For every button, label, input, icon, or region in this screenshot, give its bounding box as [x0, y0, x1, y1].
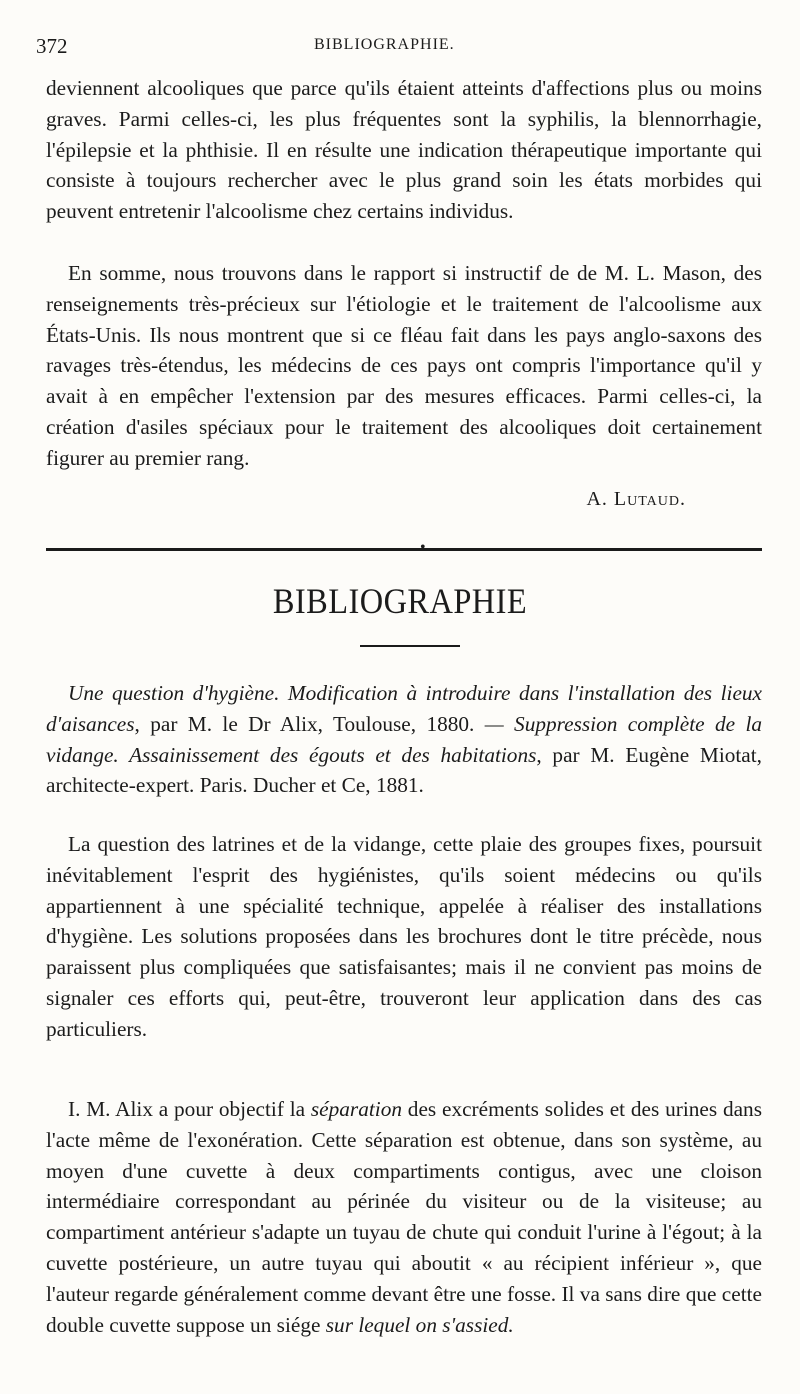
- reference-work-1-author: , par M. le Dr Alix, Toulouse, 1880.: [134, 711, 475, 736]
- paragraph-4-middle: des excréments solides et des urines dans l'acte même de l'exonération. Cette séparation est obtenue, dans son système, au moyen d'une cuvette à deux compartiments contigus, avec une cloison intermédiaire correspondant au périnée du visiteur ou de la visiteuse; au compartiment antérieur s'adapte un tuyau de chute qui conduit l'urine à l'égout; à la cuvette postérieure, un autre tuyau qui aboutit « au récipient inférieur », que l'auteur regarde généralement comme devant être une fosse. Il va sans dire que cette double cuvette suppose un siége: [46, 1097, 762, 1337]
- paragraph-2: [46, 258, 762, 474]
- reference-work-1-title: Une question d'hygiène. Modification à introduire dans l'installation des lieux d'aisances: [46, 681, 762, 736]
- paragraph-1: [46, 73, 762, 227]
- paragraph-3: [46, 829, 762, 1045]
- paragraph-4: [46, 1094, 762, 1340]
- section-divider: [46, 548, 762, 551]
- paragraph-4-emphasis: séparation: [310, 1097, 402, 1121]
- reference-work-2-title: — Suppression complète de la vidange. Assainissement des égouts et des habitations: [46, 711, 763, 767]
- page-number: 372: [36, 34, 68, 58]
- section-title: BIBLIOGRAPHIE: [272, 581, 528, 621]
- bibliographic-reference: [46, 678, 762, 801]
- paragraph-4-end-emphasis: sur lequel on s'assied.: [325, 1312, 514, 1337]
- page-header: [36, 34, 764, 60]
- paragraph-1-text: deviennent alcooliques que parce qu'ils étaient atteints d'affections plus ou moins graves. Parmi celles-ci, les plus fréquentes sont la syphilis, la blennorrhagie, l'épilepsie et la phthisie. Il en résulte une indication thérapeutique importante qui consiste à toujours rechercher avec le plus grand soin les états morbides qui peuvent entretenir l'alcoolisme chez certains individus.: [46, 76, 762, 224]
- title-underline: [360, 645, 460, 647]
- paragraph-2-text: En somme, nous trouvons dans le rapport si instructif de de M. L. Mason, des renseignements très-précieux sur l'étiologie et le traitement de l'alcoolisme aux États-Unis. Ils nous montrent que si ce fléau fait dans les pays anglo-saxons des ravages très-étendus, les médecins de ces pays ont compris l'importance qu'il y avait à en empêcher l'extension par des mesures efficaces. Parmi celles-ci, la création d'asiles spéciaux pour le traitement des alcooliques doit certainement figurer au premier rang.: [46, 261, 762, 470]
- paragraph-3-text: La question des latrines et de la vidange, cette plaie des groupes fixes, poursuit inévitablement l'esprit des hygiénistes, qu'ils soient médecins ou qu'ils appartiennent à une spécialité technique, appelée à réaliser des installations d'hygiène. Les solutions proposées dans les brochures dont le titre précède, nous paraissent plus compliquées que satisfaisantes; mais il ne convient pas moins de signaler ces efforts qui, peut-être, trouveront leur application dans des cas particuliers.: [46, 832, 762, 1041]
- divider-dot: •: [420, 539, 426, 556]
- running-title: BIBLIOGRAPHIE.: [314, 36, 455, 53]
- author-signature: A. Lutaud.: [586, 488, 686, 510]
- reference-work-2-author: , par M. Eugène Miotat, architecte-expert. Paris. Ducher et Ce, 1881.: [46, 742, 762, 798]
- paragraph-4-start: I. M. Alix a pour objectif la: [68, 1097, 311, 1121]
